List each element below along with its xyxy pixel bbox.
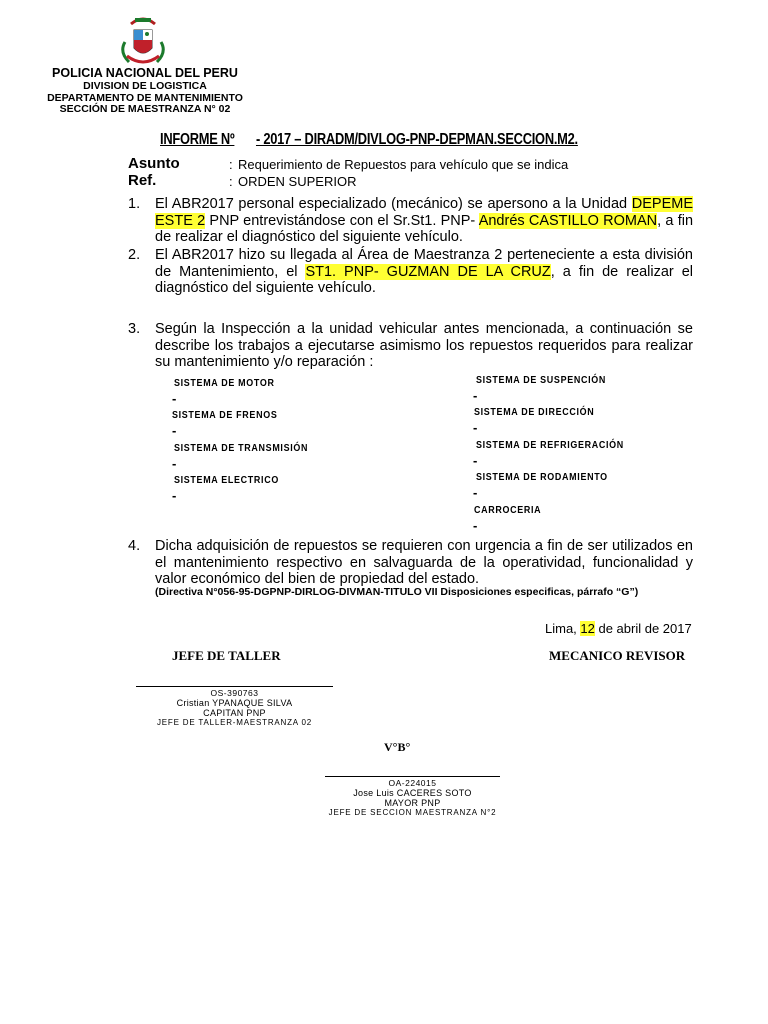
signer-2-code: OA-224015	[388, 778, 437, 788]
signature-line-2	[325, 776, 500, 777]
title-suffix: - 2017 – DIRADM/DIVLOG-PNP-DEPMAN.SECCION.M2.	[255, 131, 578, 148]
signer-2-name: Jose Luis CACERES SOTO	[353, 788, 472, 798]
system-left-3: SISTEMA DE TRANSMISIÓN	[174, 442, 309, 454]
date-line	[545, 621, 692, 636]
system-right-1-dash: -	[473, 388, 478, 403]
signer-2-rank: MAYOR PNP	[384, 798, 441, 808]
item-1-text-b: PNP entrevistándose con el Sr.St1. PNP-	[205, 212, 479, 229]
item-4-paragraph: Dicha adquisición de repuestos se requieren con urgencia a fin de ser utilizados en el mantenimiento respectivo en salvaguarda de la operatividad, funcionalidad y valor económico del bien de propiedad del estado.	[155, 538, 693, 587]
item-1-number: 1.	[128, 196, 141, 212]
date-day-highlight: 12	[580, 621, 595, 636]
date-prefix: Lima,	[545, 621, 581, 636]
signature-block-2	[305, 778, 520, 818]
asunto-label: Asunto	[128, 155, 180, 172]
item-3-paragraph: Según la Inspección a la unidad vehicular antes mencionada, a continuación se describe los trabajos a ejecutarse asimismo los repuestos requeridos para realizar su mantenimiento y/o reparación :	[155, 321, 693, 370]
system-right-1: SISTEMA DE SUSPENCIÓN	[476, 374, 606, 386]
item-1-text-a: El ABR2017 personal especializado (mecánico) se apersono a la Unidad	[155, 196, 632, 212]
system-right-4-dash: -	[473, 485, 478, 500]
org-line-3: DEPARTAMENTO DE MANTENIMIENTO	[47, 91, 243, 104]
system-right-2: SISTEMA DE DIRECCIÓN	[474, 406, 595, 418]
date-suffix: de abril de 2017	[594, 621, 692, 636]
mecanico-revisor-title: MECANICO REVISOR	[549, 648, 686, 663]
item-2-text-a: El ABR2017 hizo su llegada al Área de Maestranza 2 perteneciente a esta división de Mantenimiento, el	[155, 247, 693, 280]
ref-colon: :	[229, 174, 233, 189]
document-title	[160, 131, 578, 149]
system-right-3-dash: -	[473, 453, 478, 468]
system-right-5-dash: -	[473, 518, 478, 533]
officer-highlight: ST1. PNP- GUZMAN DE LA CRUZ	[305, 263, 551, 280]
asunto-colon: :	[229, 157, 233, 172]
signer-1-code: OS-390763	[210, 688, 259, 698]
system-left-4-dash: -	[172, 488, 177, 503]
system-left-2-dash: -	[172, 423, 177, 438]
person-highlight: Andrés CASTILLO ROMAN	[478, 212, 658, 229]
system-left-1-dash: -	[172, 391, 177, 406]
system-left-1: SISTEMA DE MOTOR	[174, 377, 275, 389]
system-left-2: SISTEMA DE FRENOS	[172, 409, 278, 421]
signer-1-rank: CAPITAN PNP	[203, 708, 266, 718]
ref-value: ORDEN SUPERIOR	[238, 174, 357, 189]
jefe-taller-title: JEFE DE TALLER	[172, 648, 281, 663]
org-line-2: DIVISION DE LOGISTICA	[83, 80, 207, 92]
item-4-number: 4.	[128, 538, 141, 554]
asunto-value: Requerimiento de Repuestos para vehículo que se indica	[238, 157, 569, 172]
organization-header	[20, 66, 270, 116]
directive-reference: (Directiva N°056-95-DGPNP-DIRLOG-DIVMAN-TITULO VII Disposiciones especificas, párrafo “G”)	[155, 586, 639, 598]
unit-highlight: DEPEME ESTE 2	[155, 196, 693, 229]
org-line-1: POLICIA NACIONAL DEL PERU	[52, 66, 238, 80]
coat-of-arms-seal	[117, 12, 169, 70]
item-2-text-b: , a fin de realizar el diagnóstico del siguiente vehículo.	[155, 263, 693, 296]
system-left-3-dash: -	[172, 456, 177, 471]
item-1-paragraph	[155, 196, 693, 246]
system-right-4: SISTEMA DE RODAMIENTO	[476, 471, 608, 483]
item-1-text-c: , a fin de realizar el diagnóstico del siguiente vehículo.	[155, 212, 694, 245]
item-2-number: 2.	[128, 247, 141, 263]
signer-1-name: Cristian YPANAQUE SILVA	[176, 698, 293, 708]
item-3-number: 3.	[128, 321, 141, 337]
signer-1-position: JEFE DE TALLER-MAESTRANZA 02	[156, 718, 313, 727]
system-right-3: SISTEMA DE REFRIGERACIÓN	[476, 439, 624, 451]
signature-line-1	[136, 686, 333, 687]
system-left-4: SISTEMA ELECTRICO	[174, 474, 279, 486]
signer-2-position: JEFE DE SECCION MAESTRANZA N°2	[328, 808, 497, 817]
system-right-5: CARROCERIA	[474, 504, 542, 516]
title-prefix: INFORME Nº	[160, 131, 235, 148]
item-2-paragraph	[155, 247, 693, 297]
system-right-2-dash: -	[473, 420, 478, 435]
visto-bueno: V°B°	[384, 740, 411, 754]
signature-block-1	[136, 688, 333, 728]
ref-label: Ref.	[128, 172, 157, 189]
org-line-4: SECCIÓN DE MAESTRANZA N° 02	[59, 103, 231, 115]
